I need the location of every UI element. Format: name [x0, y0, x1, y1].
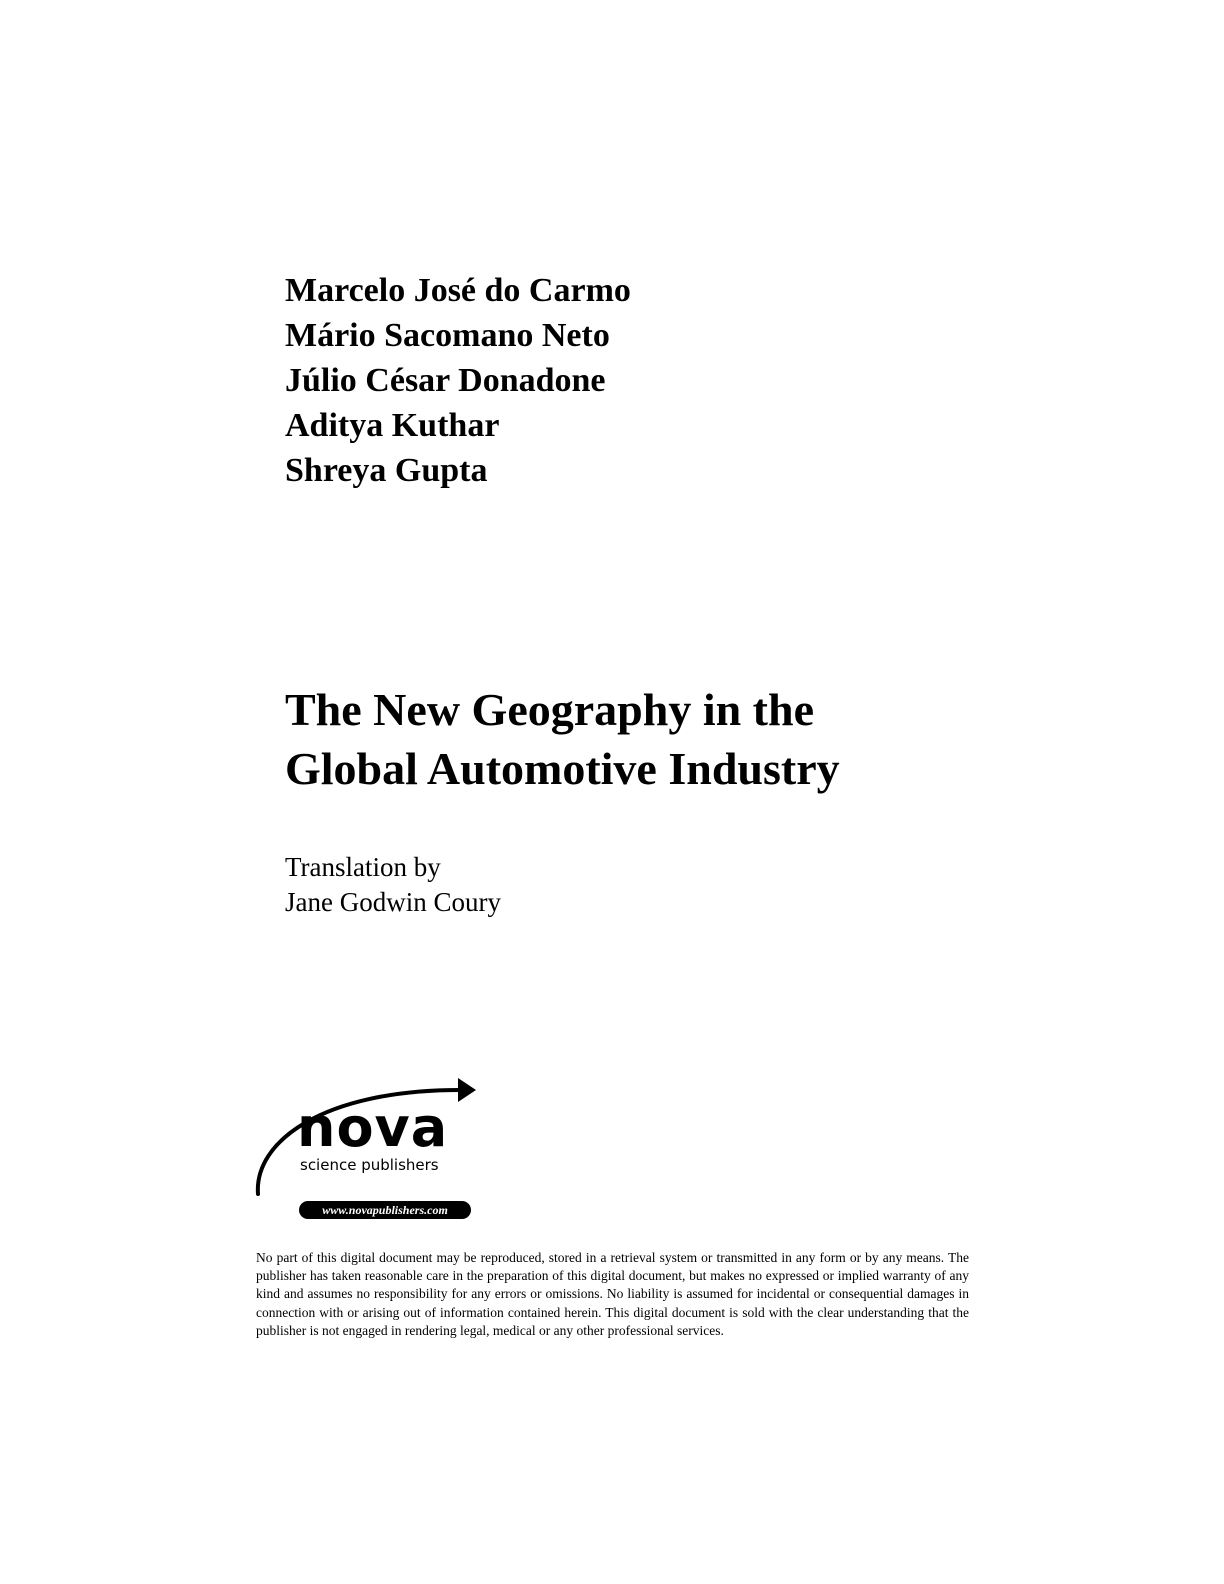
- author-name: Aditya Kuthar: [285, 407, 500, 444]
- publisher-url-badge: www.novapublishers.com: [299, 1201, 471, 1219]
- author-list: [285, 268, 631, 493]
- author-name: Mário Sacomano Neto: [285, 317, 610, 354]
- publisher-logo: [252, 1072, 484, 1224]
- author-name: Marcelo José do Carmo: [285, 272, 631, 309]
- book-title: [285, 680, 840, 798]
- book-title-line: Global Automotive Industry: [285, 743, 840, 794]
- logo-subtitle: science publishers: [300, 1156, 439, 1174]
- translator-name: Jane Godwin Coury: [285, 887, 501, 917]
- logo-wordmark: nova: [297, 1096, 449, 1159]
- book-title-line: The New Geography in the: [285, 684, 814, 735]
- copyright-disclaimer: No part of this digital document may be reproduced, stored in a retrieval system or transmitted in any form or by any means. The publisher has taken reasonable care in the preparation of this digital document, but makes no expressed or implied warranty of any kind and assumes no responsibility for any errors or omissions. No liability is assumed for incidental or consequential damages in connection with or arising out of information contained herein. This digital document is sold with the clear understanding that the publisher is not engaged in rendering legal, medical or any other professional services.: [256, 1250, 969, 1338]
- translation-credit: [285, 850, 501, 920]
- author-name: Júlio César Donadone: [285, 362, 606, 399]
- translation-label: Translation by: [285, 852, 441, 882]
- author-name: Shreya Gupta: [285, 452, 488, 489]
